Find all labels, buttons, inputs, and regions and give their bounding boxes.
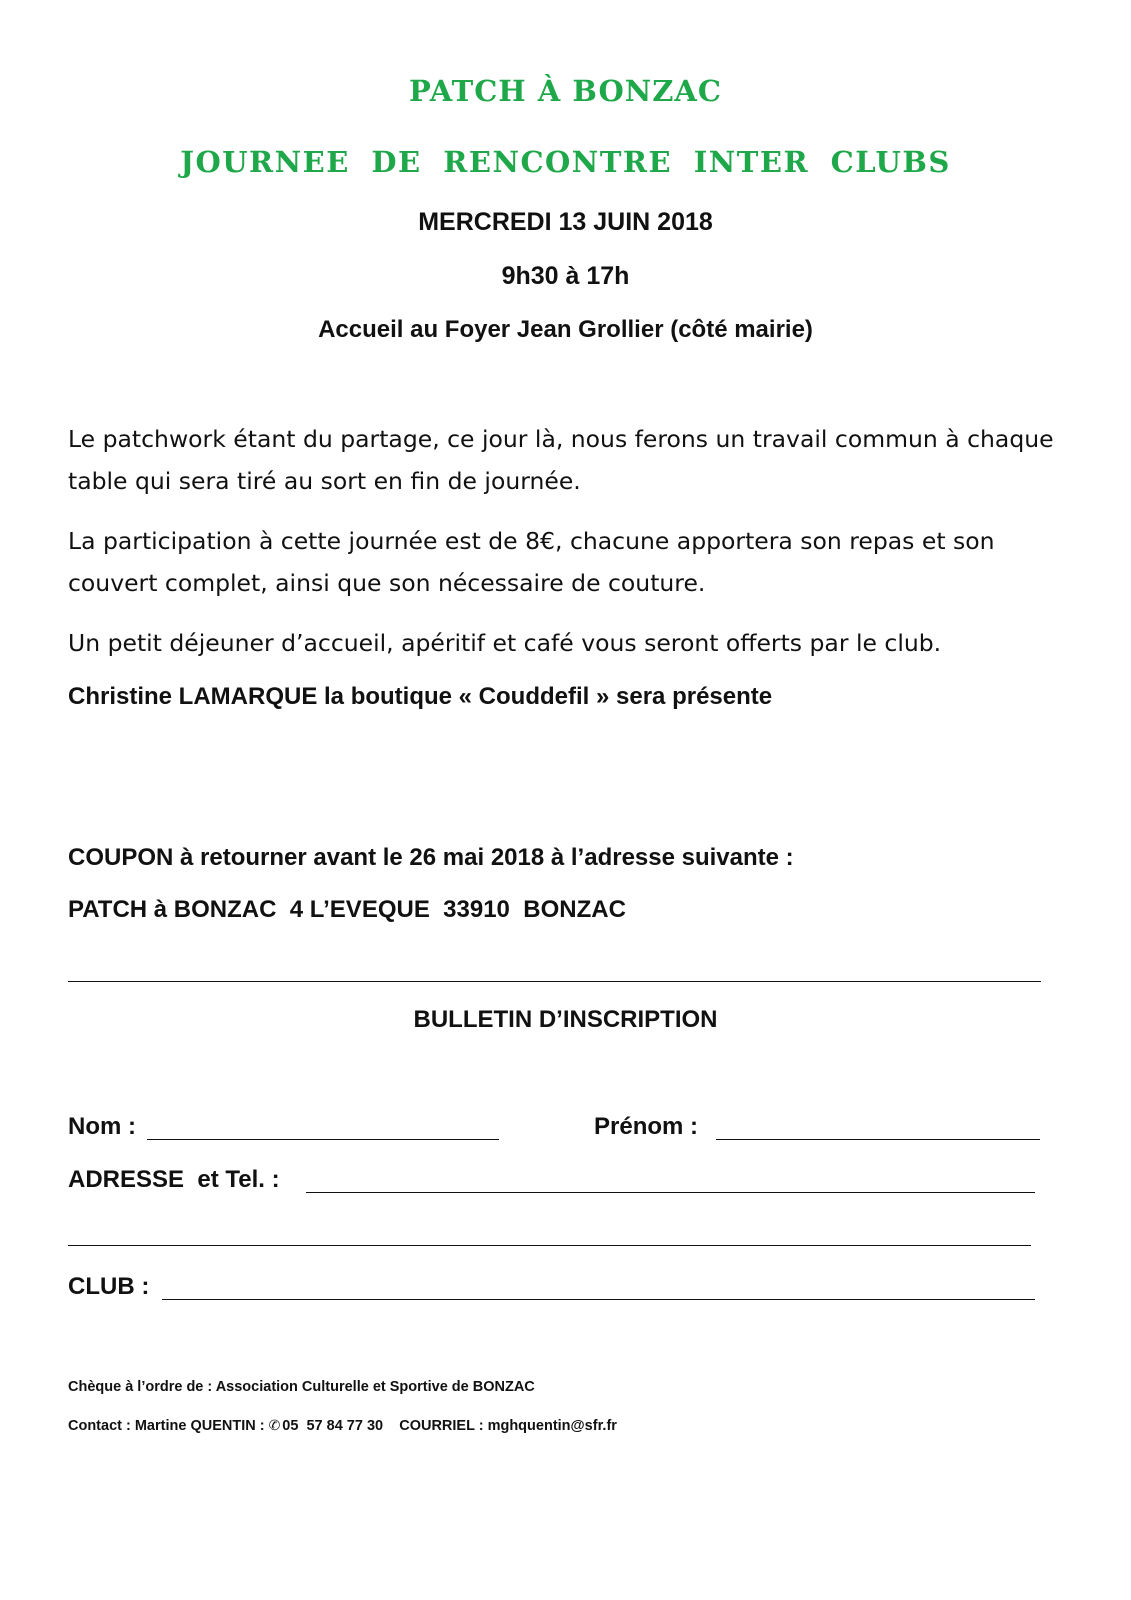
separator-line	[68, 981, 1041, 982]
prenom-field[interactable]	[716, 1139, 1040, 1140]
club-label: CLUB :	[68, 1273, 150, 1300]
contact-prefix: Contact : Martine QUENTIN :	[68, 1418, 265, 1434]
paragraph-breakfast: Un petit déjeuner d’accueil, apéritif et café vous seront offerts par le club.	[68, 629, 942, 657]
paragraph-participation: La participation à cette journée est de 8€, chacune apportera son repas et son couvert complet, ainsi que son nécessaire de couture.	[68, 527, 995, 597]
adresse-field-continued[interactable]	[68, 1245, 1031, 1246]
form-title: BULLETIN D’INSCRIPTION	[413, 1006, 718, 1033]
adresse-label: ADRESSE et Tel. :	[68, 1166, 280, 1193]
return-address: PATCH à BONZAC 4 L’EVEQUE 33910 BONZAC	[68, 896, 626, 923]
event-hours: 9h30 à 17h	[501, 262, 630, 290]
email-label: COURRIEL :	[399, 1418, 484, 1434]
event-date: MERCREDI 13 JUIN 2018	[418, 208, 713, 236]
prenom-label: Prénom :	[594, 1113, 699, 1140]
contact-phone: 05 57 84 77 30	[282, 1418, 384, 1434]
adresse-field[interactable]	[306, 1192, 1035, 1193]
contact-line	[68, 1417, 617, 1434]
page-title: PATCH À BONZAC	[409, 74, 722, 108]
phone-icon: ✆	[268, 1417, 281, 1433]
contact-email[interactable]: mghquentin@sfr.fr	[487, 1418, 617, 1434]
club-field[interactable]	[162, 1299, 1035, 1300]
coupon-instructions: COUPON à retourner avant le 26 mai 2018 à l’adresse suivante :	[68, 844, 794, 871]
cheque-info: Chèque à l’ordre de : Association Culturelle et Sportive de BONZAC	[68, 1379, 535, 1395]
event-subtitle: JOURNEE DE RENCONTRE INTER CLUBS	[180, 145, 951, 179]
nom-label: Nom :	[68, 1113, 136, 1140]
nom-field[interactable]	[147, 1139, 499, 1140]
paragraph-patchwork: Le patchwork étant du partage, ce jour là, nous ferons un travail commun à chaque table qui sera tiré au sort en fin de journée.	[68, 425, 1054, 495]
event-venue: Accueil au Foyer Jean Grollier (côté mairie)	[318, 316, 813, 343]
boutique-announcement: Christine LAMARQUE la boutique « Couddefil » sera présente	[68, 683, 773, 710]
